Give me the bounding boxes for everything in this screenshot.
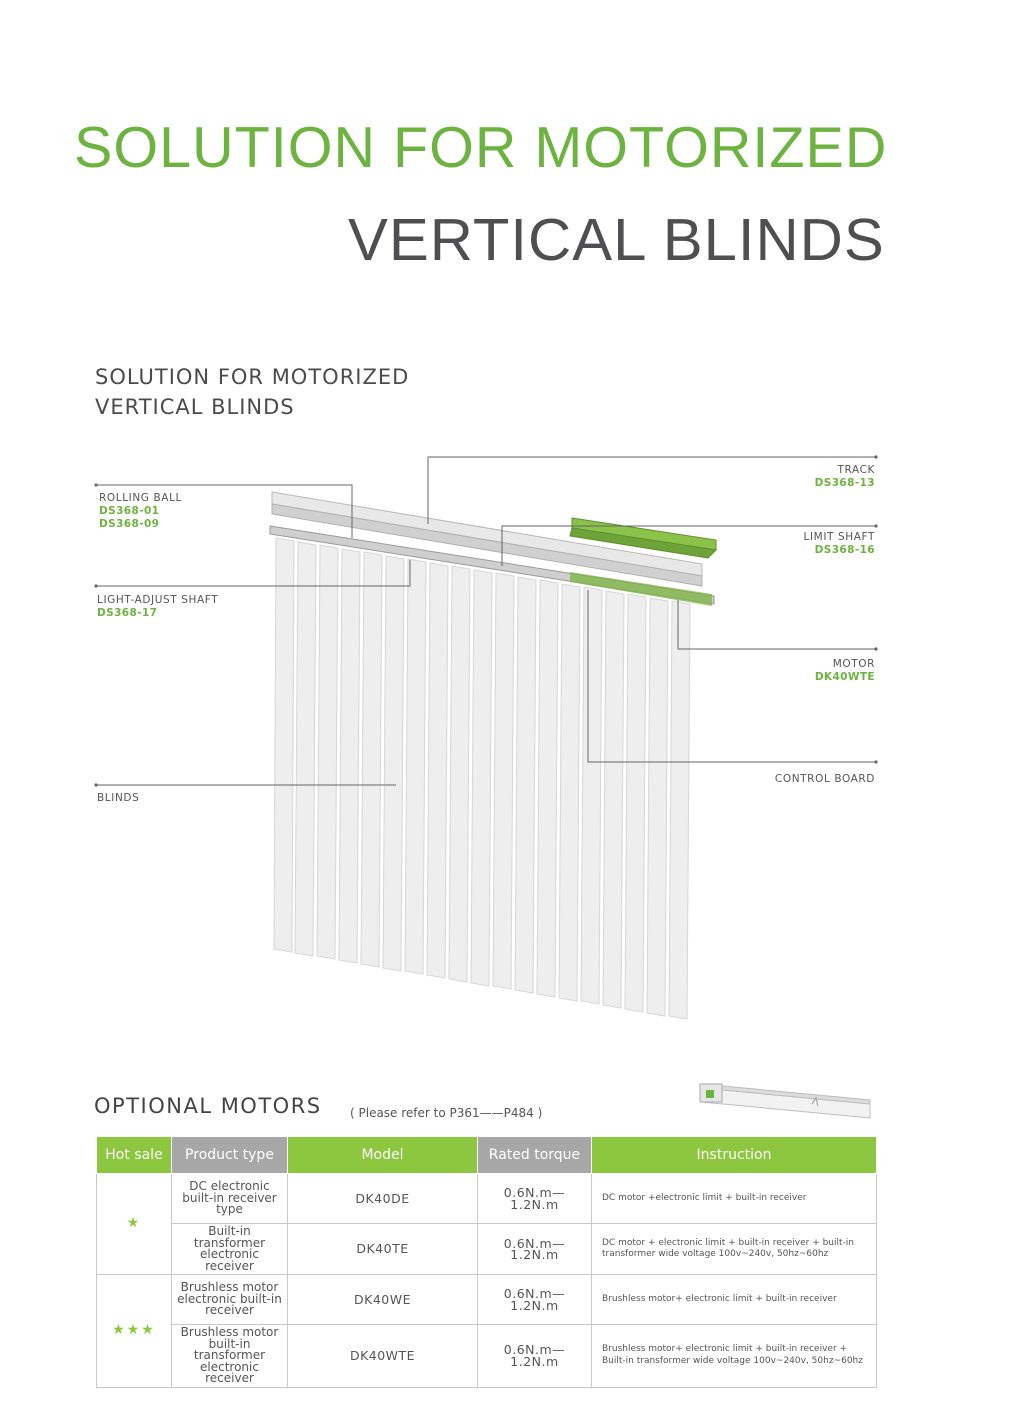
callout-limit-shaft-label: LIMIT SHAFT [803,531,875,543]
hot-sale-stars: ★ [97,1174,172,1275]
instruction-cell: DC motor +electronic limit + built-in receiver [592,1174,877,1224]
table-header-row [97,1137,877,1174]
optional-motors-note: ( Please refer to P361——P484 ) [350,1106,543,1120]
main-title-line1: SOLUTION FOR MOTORIZED [74,116,888,180]
hot-sale-stars: ★★★ [97,1275,172,1388]
product-type-cell: Brushless motor electronic built-in receiver [172,1275,288,1325]
callout-motor-code: DK40WTE [814,671,875,683]
table-row [97,1224,877,1275]
callout-motor-label: MOTOR [832,658,875,670]
col-hot-sale: Hot sale [97,1137,172,1174]
torque-cell: 0.6N.m—1.2N.m [478,1325,592,1388]
product-type-cell: Brushless motor built-in transformer electronic receiver [172,1325,288,1388]
section-title-line1: SOLUTION FOR MOTORIZED [95,365,410,389]
callout-rolling-ball-label: ROLLING BALL [99,492,182,504]
product-type-cell: Built-in transformer electronic receiver [172,1224,288,1275]
table-row [97,1275,877,1325]
optional-motors-heading: OPTIONAL MOTORS [94,1094,322,1118]
callout-track [760,464,875,490]
callout-blinds-label: BLINDS [97,792,140,804]
callout-control-board-label: CONTROL BOARD [774,773,875,785]
table-row [97,1325,877,1388]
table-row [97,1174,877,1224]
callout-limit-shaft [760,531,875,557]
model-cell: DK40WTE [288,1325,478,1388]
callout-motor [760,658,875,684]
instruction-cell: DC motor + electronic limit + built-in receiver + built-in transformer wide voltage 100v~240v, 50hz~60hz [592,1224,877,1275]
main-title-line2: VERTICAL BLINDS [348,206,885,273]
callout-light-adjust-shaft [97,594,218,620]
model-cell: DK40TE [288,1224,478,1275]
col-instruction: Instruction [592,1137,877,1174]
motor-product-image [694,1074,878,1126]
model-cell: DK40WE [288,1275,478,1325]
callout-limit-shaft-code: DS368-16 [814,544,875,556]
blind-slats [274,538,690,1019]
torque-cell: 0.6N.m—1.2N.m [478,1224,592,1275]
instruction-cell: Brushless motor+ electronic limit + built-in receiver [592,1275,877,1325]
instruction-cell: Brushless motor+ electronic limit + built-in receiver + Built-in transformer wide voltage 100v~240v, 50hz~60hz [592,1325,877,1388]
col-rated-torque: Rated torque [478,1137,592,1174]
callout-track-code: DS368-13 [814,477,875,489]
torque-cell: 0.6N.m—1.2N.m [478,1174,592,1224]
callout-rolling-ball-code-2: DS368-09 [99,518,160,530]
col-product-type: Product type [172,1137,288,1174]
col-model: Model [288,1137,478,1174]
section-title-line2: VERTICAL BLINDS [95,395,295,419]
section-title [95,362,409,422]
callout-control-board [740,773,875,786]
callout-light-adjust-label: LIGHT-ADJUST SHAFT [97,594,219,606]
product-type-cell: DC electronic built-in receiver type [172,1174,288,1224]
torque-cell: 0.6N.m—1.2N.m [478,1275,592,1325]
optional-motors-table [96,1136,877,1388]
callout-track-label: TRACK [837,464,875,476]
callout-rolling-ball-code-1: DS368-01 [99,505,160,517]
callout-rolling-ball [99,492,182,531]
model-cell: DK40DE [288,1174,478,1224]
callout-blinds [97,792,139,805]
callout-light-adjust-code: DS368-17 [97,607,158,619]
